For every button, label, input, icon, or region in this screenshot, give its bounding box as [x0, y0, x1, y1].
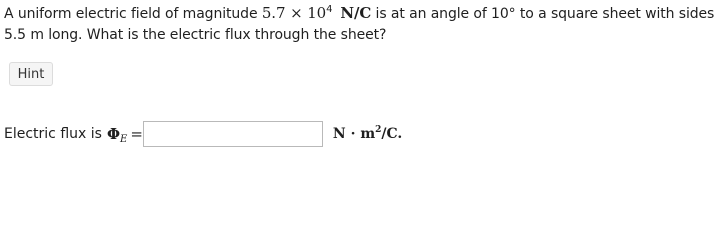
- times-sign: ×: [285, 4, 308, 22]
- hint-button[interactable]: [9, 62, 53, 86]
- answer-label: Electric flux is: [4, 126, 102, 142]
- question-text: [4, 3, 719, 45]
- equals-sign: =: [130, 125, 143, 143]
- question-part2: is at an angle of 10° to a square sheet with sides 5.5 m long. What is the electric flux through the sheet?: [4, 6, 715, 43]
- magnitude-unit-text: N/C: [340, 4, 372, 22]
- unit-label: [333, 126, 402, 142]
- flux-symbol: [107, 125, 127, 143]
- magnitude-base: 10: [307, 4, 327, 22]
- unit-exponent: 2: [375, 125, 382, 135]
- answer-row: [4, 121, 402, 147]
- question-part1: A uniform electric field of magnitude: [4, 6, 262, 22]
- unit-suffix: /C.: [381, 126, 403, 142]
- magnitude-mantissa: 5.7: [261, 4, 286, 22]
- unit-prefix: N · m: [332, 126, 376, 142]
- flux-symbol-phi: Φ: [106, 125, 121, 143]
- hint-button-label: Hint: [17, 66, 45, 82]
- magnitude-exponent: 4: [326, 4, 333, 15]
- flux-symbol-subscript: E: [120, 134, 128, 145]
- flux-answer-input[interactable]: [143, 121, 323, 147]
- magnitude-unit: [340, 4, 371, 22]
